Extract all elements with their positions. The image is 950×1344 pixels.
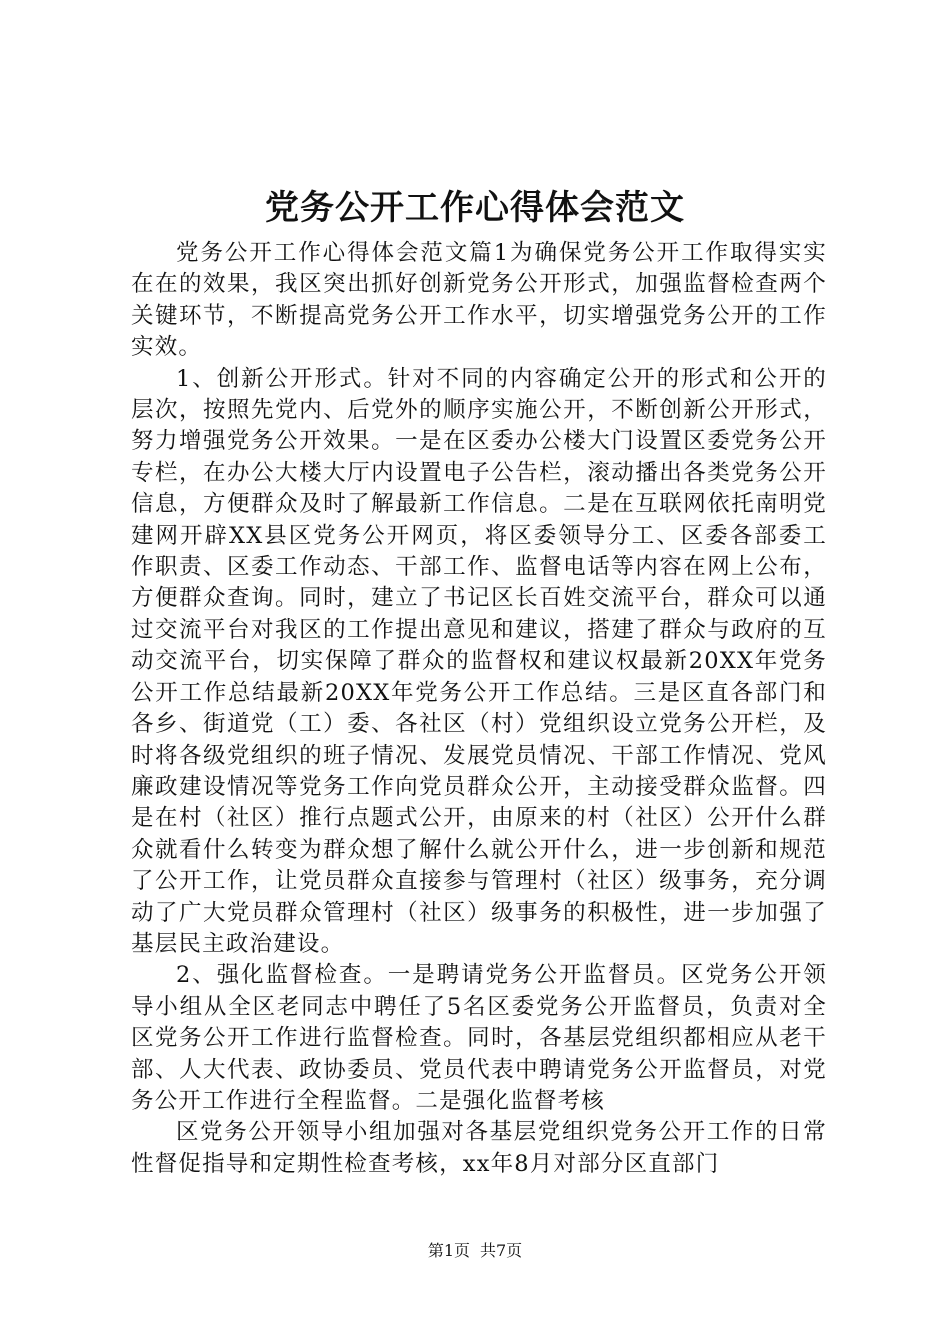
paragraph-section-2: 2、强化监督检查。一是聘请党务公开监督员。区党务公开领导小组从全区老同志中聘任了5名区委党务公开监督员，负责对全区党务公开工作进行监督检查。同时，各基层党组织都相应从老干部、人大代表、政协委员、党员代表中聘请党务公开监督员，对党务公开工作进行全程监督。二是强化监督考核 [131, 962, 827, 1114]
paragraph-section-2-continued: 区党务公开领导小组加强对各基层党组织党务公开工作的日常性督促指导和定期性检查考核，xx年8月对部分区直部门 [131, 1119, 827, 1177]
document-title: 党务公开工作心得体会范文 [265, 188, 685, 228]
document-body [131, 238, 827, 1180]
paragraph-section-1: 1、创新公开形式。针对不同的内容确定公开的形式和公开的层次，按照先党内、后党外的顺序实施公开，不断创新公开形式，努力增强党务公开效果。一是在区委办公楼大门设置区委党务公开专栏，在办公大楼大厅内设置电子公告栏，滚动播出各类党务公开信息，方便群众及时了解最新工作信息。二是在互联网依托南明党建网开辟XX县区党务公开网页，将区委领导分工、区委各部委工作职责、区委工作动态、干部工作、监督电话等内容在网上公布，方便群众查询。同时，建立了书记区长百姓交流平台，群众可以通过交流平台对我区的工作提出意见和建议，搭建了群众与政府的互动交流平台，切实保障了群众的监督权和建议权最新20XX年党务公开工作总结最新20XX年党务公开工作总结。三是区直各部门和各乡、街道党（工）委、各社区（村）党组织设立党务公开栏，及时将各级党组织的班子情况、发展党员情况、干部工作情况、党风廉政建设情况等党务工作向党员群众公开，主动接受群众监督。四是在村（社区）推行点题式公开，由原来的村（社区）公开什么群众就看什么转变为群众想了解什么就公开什么，进一步创新和规范了公开工作，让党员群众直接参与管理村（社区）级事务，充分调动了广大党员群众管理村（社区）级事务的积极性，进一步加强了基层民主政治建设。 [131, 365, 827, 957]
paragraph-intro: 党务公开工作心得体会范文篇1为确保党务公开工作取得实实在在的效果，我区突出抓好创新党务公开形式，加强监督检查两个关键环节，不断提高党务公开工作水平，切实增强党务公开的工作实效。 [131, 240, 827, 361]
page-total: 共7页 [480, 1241, 523, 1260]
page-number: 第1页 [427, 1241, 470, 1260]
page-footer [0, 1241, 950, 1261]
